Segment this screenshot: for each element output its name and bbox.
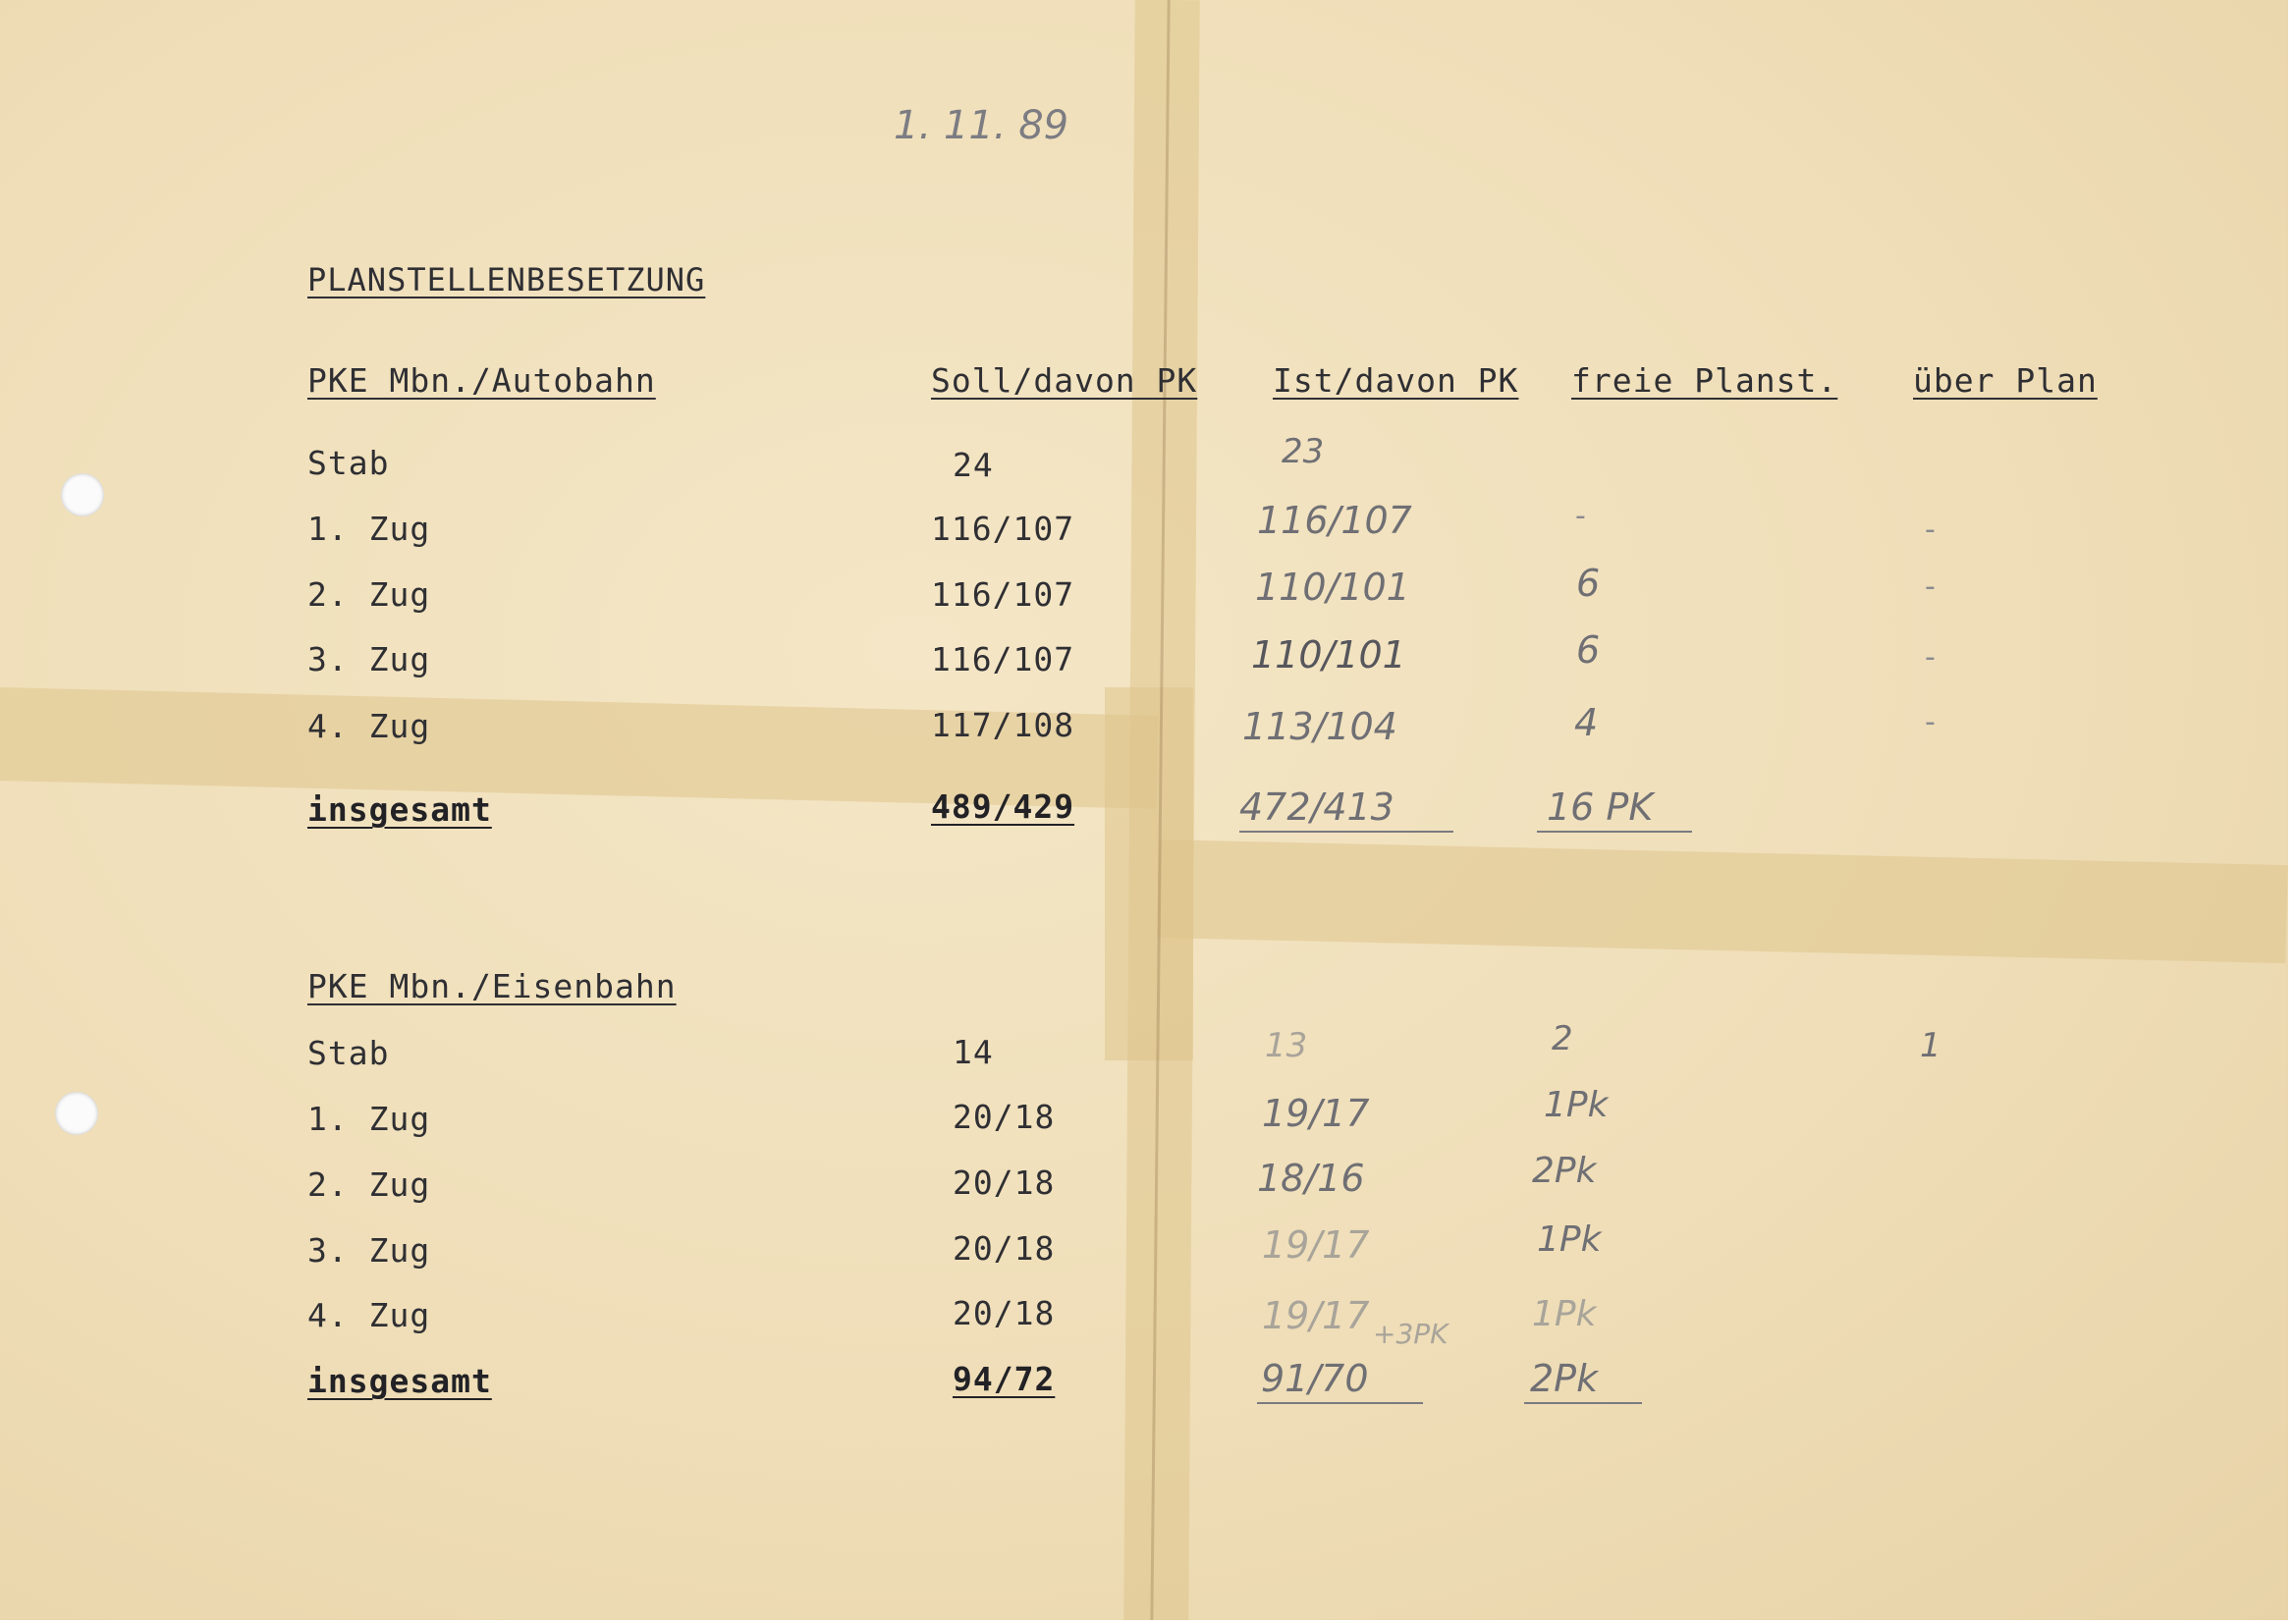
row-label: 3. Zug bbox=[307, 1231, 431, 1270]
row-soll: 20/18 bbox=[953, 1229, 1056, 1268]
row-soll: 20/18 bbox=[953, 1164, 1056, 1202]
row-frei: 2Pk bbox=[1532, 1151, 1597, 1191]
row-label: 1. Zug bbox=[307, 1100, 431, 1138]
row-ist: 23 bbox=[1282, 432, 1325, 471]
column-header-soll: Soll/davon PK bbox=[931, 361, 1198, 400]
row-ueber: - bbox=[1925, 569, 1936, 604]
row-frei: 6 bbox=[1576, 628, 1601, 672]
row-frei: 4 bbox=[1574, 701, 1599, 744]
punch-hole-top bbox=[61, 473, 104, 516]
row-ist: 116/107 bbox=[1257, 499, 1412, 542]
row-ueber: - bbox=[1925, 640, 1936, 675]
total-soll: 489/429 bbox=[931, 787, 1075, 826]
row-ist: 110/101 bbox=[1255, 566, 1410, 609]
row-frei: - bbox=[1575, 499, 1586, 533]
row-label: 2. Zug bbox=[307, 1165, 431, 1204]
section-heading-autobahn: PKE Mbn./Autobahn bbox=[307, 361, 656, 400]
total-ist: 91/70 bbox=[1257, 1357, 1423, 1404]
row-label: 4. Zug bbox=[307, 707, 431, 745]
punch-hole-bottom bbox=[55, 1092, 98, 1135]
row-ist: 19/17 bbox=[1262, 1294, 1370, 1337]
handwritten-date: 1. 11. 89 bbox=[894, 103, 1069, 148]
total-label: insgesamt bbox=[307, 1362, 492, 1400]
row-soll: 117/108 bbox=[931, 706, 1075, 744]
column-header-ueber: über Plan bbox=[1913, 361, 2098, 400]
row-frei: 1Pk bbox=[1544, 1085, 1609, 1125]
row-ueber: - bbox=[1925, 705, 1936, 739]
row-ist: 19/17 bbox=[1262, 1092, 1370, 1135]
total-frei: 16 PK bbox=[1537, 785, 1692, 833]
row-soll: 20/18 bbox=[953, 1294, 1056, 1332]
row-soll: 116/107 bbox=[931, 575, 1075, 614]
row-soll: 116/107 bbox=[931, 510, 1075, 548]
row-ist: 18/16 bbox=[1257, 1157, 1365, 1200]
row-label: Stab bbox=[307, 444, 390, 482]
total-frei: 2Pk bbox=[1524, 1357, 1642, 1404]
row-ueber: 1 bbox=[1920, 1026, 1941, 1065]
row-label: 3. Zug bbox=[307, 640, 431, 678]
row-label: Stab bbox=[307, 1034, 390, 1072]
adhesive-tape-horizontal-right bbox=[1157, 839, 2288, 963]
column-header-frei: freie Planst. bbox=[1571, 361, 1838, 400]
row-soll: 14 bbox=[953, 1033, 994, 1071]
row-ist: 110/101 bbox=[1251, 633, 1406, 677]
row-soll: 116/107 bbox=[931, 640, 1075, 678]
row-ist: 19/17 bbox=[1262, 1223, 1370, 1267]
total-ist: 472/413 bbox=[1239, 785, 1453, 833]
adhesive-tape-patch bbox=[1105, 687, 1193, 1060]
row-frei: 6 bbox=[1576, 562, 1601, 605]
column-header-ist: Ist/davon PK bbox=[1273, 361, 1519, 400]
total-label: insgesamt bbox=[307, 790, 492, 829]
row-ist: 113/104 bbox=[1242, 705, 1397, 748]
total-soll: 94/72 bbox=[953, 1360, 1056, 1398]
row-frei: 2 bbox=[1552, 1019, 1573, 1058]
row-ueber: - bbox=[1925, 513, 1936, 547]
row-label: 1. Zug bbox=[307, 510, 431, 548]
row-ist: 13 bbox=[1265, 1026, 1308, 1065]
section-heading-eisenbahn: PKE Mbn./Eisenbahn bbox=[307, 967, 677, 1005]
row-label: 2. Zug bbox=[307, 575, 431, 614]
handwritten-note: +3PK bbox=[1373, 1318, 1449, 1350]
row-frei: 1Pk bbox=[1532, 1294, 1597, 1334]
row-label: 4. Zug bbox=[307, 1296, 431, 1334]
row-soll: 24 bbox=[953, 446, 994, 484]
row-soll: 20/18 bbox=[953, 1098, 1056, 1136]
row-frei: 1Pk bbox=[1537, 1219, 1602, 1260]
document-title: PLANSTELLENBESETZUNG bbox=[307, 261, 706, 298]
